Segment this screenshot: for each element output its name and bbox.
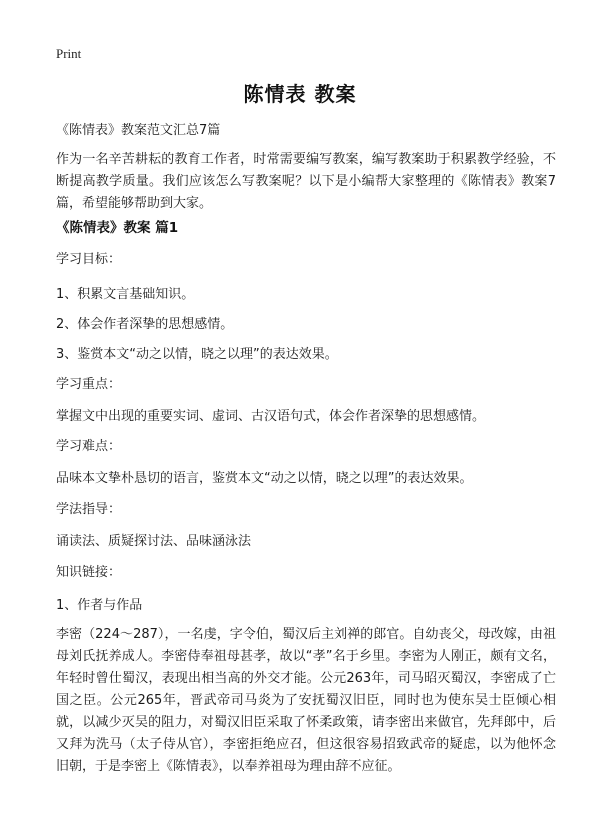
difficulty-text: 品味本文挚朴恳切的语言，鉴赏本文“动之以情，晓之以理”的表达效果。 bbox=[56, 471, 473, 486]
section-heading: 《陈情表》教案 篇1 bbox=[56, 220, 179, 236]
focus-label: 学习重点： bbox=[56, 377, 122, 392]
goal-item-3: 3、鉴赏本文“动之以情，晓之以理”的表达效果。 bbox=[56, 347, 338, 362]
page-title: 陈情表 教案 bbox=[243, 82, 357, 106]
subtitle: 《陈情表》教案范文汇总7篇 bbox=[56, 123, 221, 138]
print-label: Print bbox=[56, 46, 82, 61]
method-label: 学法指导： bbox=[56, 502, 122, 517]
goal-item-2: 2、体会作者深挚的思想感情。 bbox=[56, 317, 234, 332]
author-heading: 1、作者与作品 bbox=[56, 598, 143, 613]
knowledge-label: 知识链接： bbox=[56, 565, 122, 580]
method-text: 诵读法、质疑探讨法、品味涵泳法 bbox=[56, 534, 252, 549]
goals-label: 学习目标： bbox=[56, 252, 122, 267]
author-paragraph: 李密（224～287），一名虔，字令伯，蜀汉后主刘禅的郎官。自幼丧父，母改嫁，由祖母刘氏抚养成人。李密侍奉祖母甚孝，故以“孝”名于乡里。李密为人刚正，颇有文名，年轻时曾仕蜀汉，表现出相当高的外交才能。公元263年，司马昭灭蜀汉，李密成了亡国之臣。公元265年，晋武帝司马炎为了安抚蜀汉旧臣，同时也为使东吴士臣倾心相就，以减少灭吴的阻力，对蜀汉旧臣采取了怀柔政策，请李密出来做官，先拜郎中，后又拜为洗马（太子侍从官），李密拒绝应召，但这很容易招致武帝的疑虑，以为他怀念旧朝，于是李密上《陈情表》，以奉养祖母为理由辞不应征。 bbox=[56, 627, 556, 774]
goal-item-1: 1、积累文言基础知识。 bbox=[56, 287, 195, 302]
difficulty-label: 学习难点： bbox=[56, 439, 122, 454]
intro-paragraph: 作为一名辛苦耕耘的教育工作者，时常需要编写教案，编写教案助于积累教学经验，不断提高教学质量。我们应该怎么写教案呢？以下是小编帮大家整理的《陈情表》教案7篇，希望能够帮助到大家。 bbox=[56, 152, 556, 211]
focus-text: 掌握文中出现的重要实词、虚词、古汉语句式，体会作者深挚的思想感情。 bbox=[56, 409, 486, 424]
